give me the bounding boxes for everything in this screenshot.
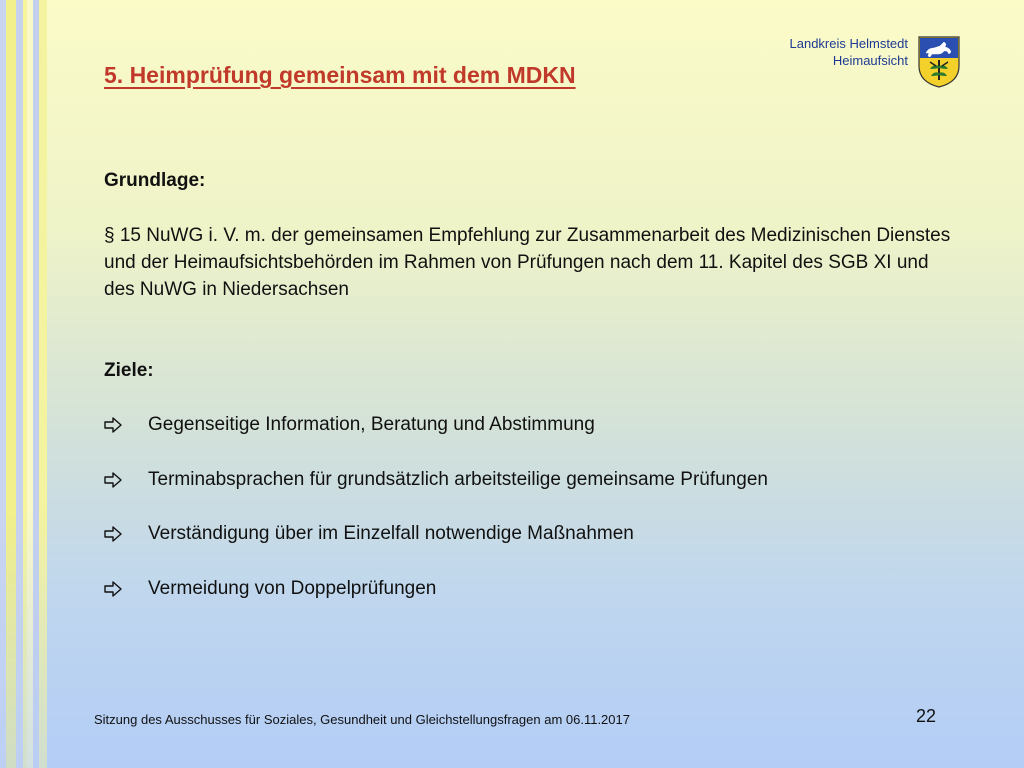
list-item-text: Terminabsprachen für grundsätzlich arbeitsteilige gemeinsame Prüfungen — [148, 469, 768, 490]
left-decorative-stripes — [0, 0, 60, 768]
list-item — [104, 578, 436, 600]
right-arrow-outline-icon — [104, 579, 148, 599]
page-number: 22 — [916, 706, 937, 726]
slide-title: 5. Heimprüfung gemeinsam mit dem MDKN — [104, 62, 576, 88]
slide-footer: Sitzung des Ausschusses für Soziales, Gesundheit und Gleichstellungsfragen am 06.11.2017 — [94, 712, 630, 727]
section-text-grundlage: § 15 NuWG i. V. m. der gemeinsamen Empfehlung zur Zusammenarbeit des Medizinischen Dienstes und der Heimaufsichtsbehörden im Rahmen von Prüfungen nach dem 11. Kapitel des SGB XI und des NuWG in Niedersachsen — [104, 225, 951, 300]
organization-label — [790, 35, 909, 69]
coat-of-arms-horse-icon — [918, 36, 960, 88]
right-arrow-outline-icon — [104, 470, 148, 490]
list-item-text: Vermeidung von Doppelprüfungen — [148, 578, 437, 599]
list-item-text: Gegenseitige Information, Beratung und Abstimmung — [148, 414, 595, 435]
list-item-text: Verständigung über im Einzelfall notwendige Maßnahmen — [148, 523, 634, 544]
section-heading-ziele: Ziele: — [104, 360, 154, 381]
list-item — [104, 469, 768, 491]
organization-name: Landkreis Helmstedt — [789, 36, 908, 51]
section-heading-grundlage: Grundlage: — [104, 170, 206, 191]
list-item — [104, 523, 634, 545]
list-item — [104, 414, 595, 436]
organization-department: Heimaufsicht — [832, 53, 908, 68]
right-arrow-outline-icon — [104, 415, 148, 435]
right-arrow-outline-icon — [104, 524, 148, 544]
